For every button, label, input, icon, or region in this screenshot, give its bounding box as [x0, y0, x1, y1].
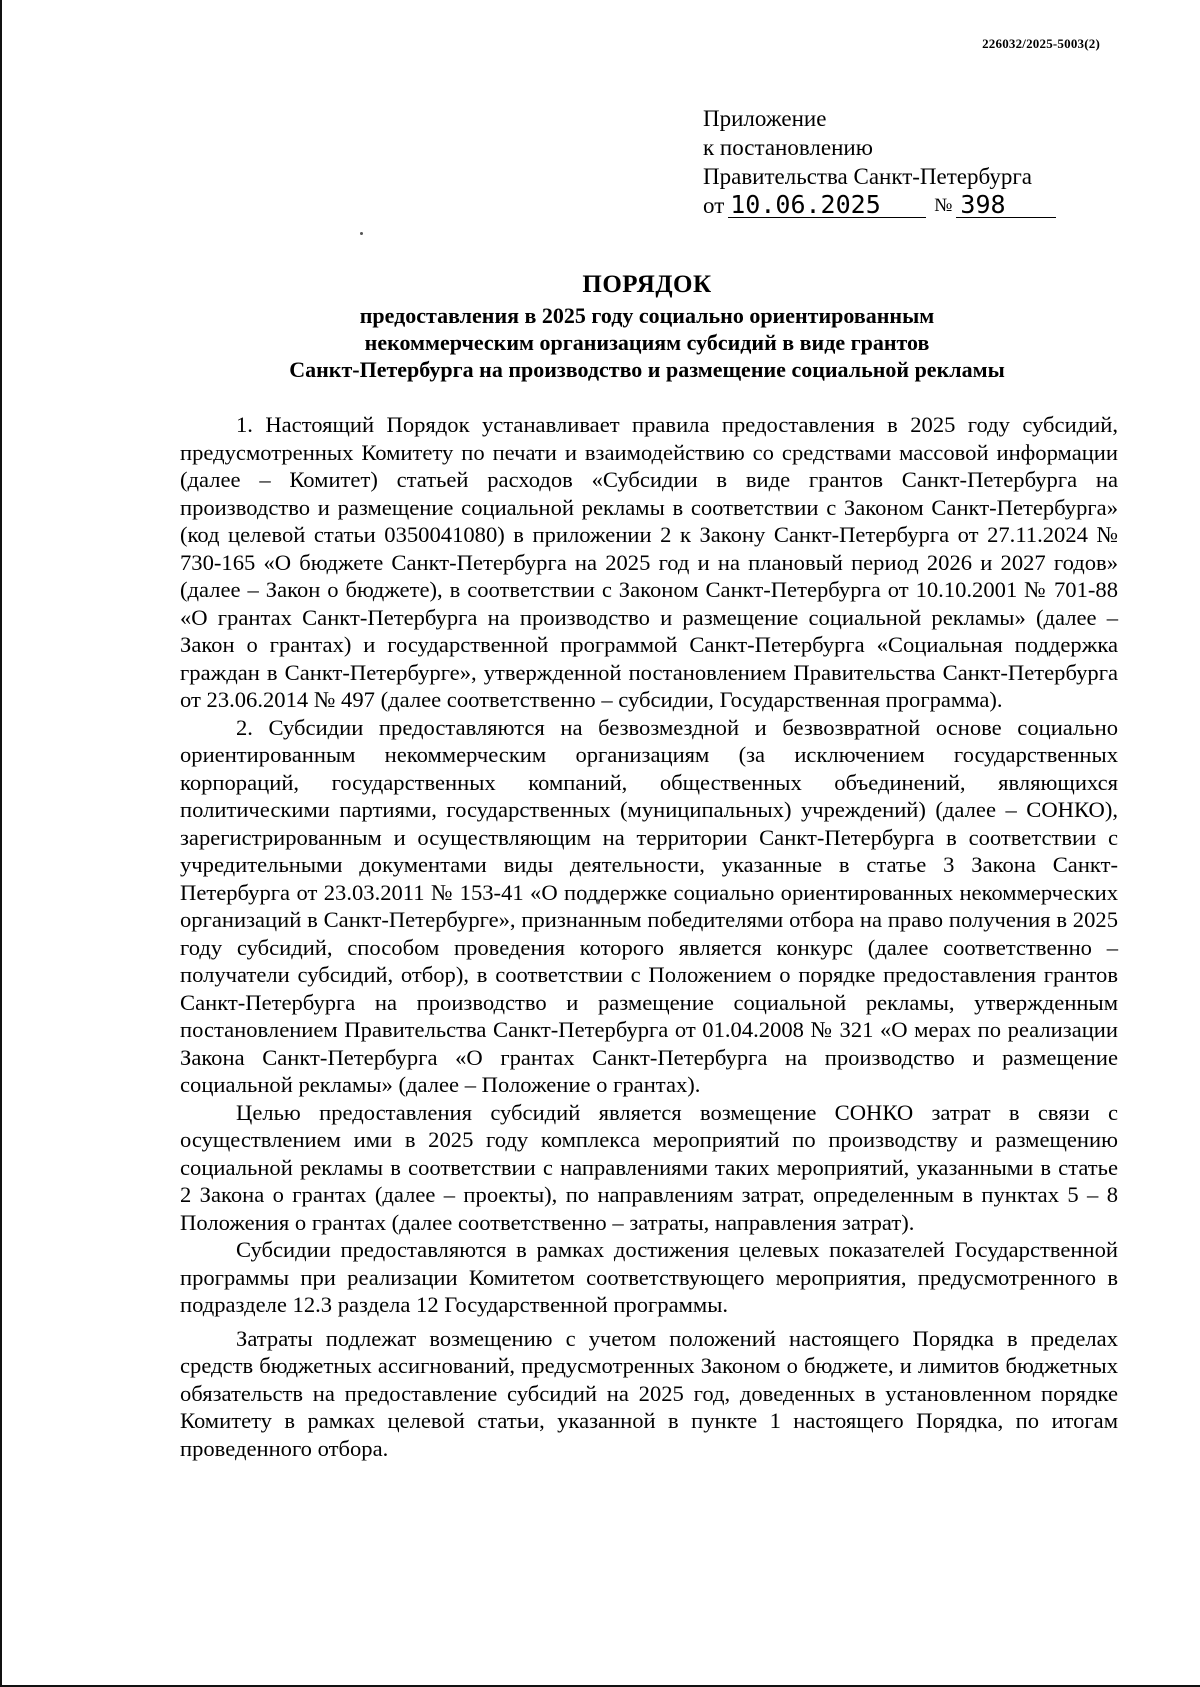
title-line-1: предоставления в 2025 году социально ориентированным — [359, 303, 935, 328]
number-sign-label: № — [934, 195, 953, 216]
resolution-date-line — [703, 191, 1063, 220]
paragraph-2: 2. Субсидии предоставляются на безвозмездной и безвозвратной основе социально ориентированным некоммерческим организациям (за исключением государственных корпораций, государственных компаний, общественных объединений, являющихся политическими партиями, государственных (муниципальных) учреждений) (далее – СОНКО), зарегистрированным и осуществляющим на территории Санкт-Петербурга в соответствии с учредительными документами виды деятельности, указанные в статье 3 Закона Санкт-Петербурга от 23.03.2011 № 153-41 «О поддержке социально ориентированных некоммерческих организаций в Санкт-Петербурге», признанным победителями отбора на право получения в 2025 году субсидий, способом проведения которого является конкурс (далее соответственно – получатели субсидий, отбор), в соответствии с Положением о порядке предоставления грантов Санкт-Петербурга на производство и размещение социальной рекламы, утвержденным постановлением Правительства Санкт-Петербурга от 01.04.2008 № 321 «О мерах по реализации Закона Санкт-Петербурга «О грантах Санкт-Петербурга на производство и размещение социальной рекламы» (далее – Положение о грантах). — [180, 714, 1118, 1097]
appendix-block — [703, 104, 1063, 220]
title-line-3: Санкт-Петербурга на производство и размещение социальной рекламы — [289, 357, 1005, 382]
resolution-date: 10.06.2025 — [728, 193, 926, 218]
resolution-number: 398 — [956, 193, 1056, 218]
paragraph-3: Целью предоставления субсидий является возмещение СОНКО затрат в связи с осуществлением ими в 2025 году комплекса мероприятий по производству и размещению социальной рекламы в соответствии с направлениями таких мероприятий, указанными в статье 2 Закона о грантах (далее – проекты), по направлениям затрат, определенным в пунктах 5 – 8 Положения о грантах (далее соответственно – затраты, направления затрат). — [180, 1099, 1118, 1235]
date-prefix-label: от — [703, 193, 725, 218]
paragraph-4: Субсидии предоставляются в рамках достижения целевых показателей Государственной программы при реализации Комитетом соответствующего мероприятия, предусмотренного в подразделе 12.3 раздела 12 Государственной программы. — [180, 1237, 1118, 1317]
paragraph-1: 1. Настоящий Порядок устанавливает правила предоставления в 2025 году субсидий, предусмотренных Комитету по печати и взаимодействию со средствами массовой информации (далее – Комитет) статьей расходов «Субсидии в виде грантов Санкт-Петербурга на производство и размещение социальной рекламы в соответствии с Законом Санкт-Петербурга» (код целевой статьи 0350041080) в приложении 2 к Закону Санкт-Петербурга от 27.11.2024 № 730-165 «О бюджете Санкт-Петербурга на 2025 год и на плановый период 2026 и 2027 годов» (далее – Закон о бюджете), в соответствии с Законом Санкт-Петербурга от 10.10.2001 № 701-88 «О грантах Санкт-Петербурга на производство и размещение социальной рекламы» (далее – Закон о грантах) и государственной программой Санкт-Петербурга «Социальная поддержка граждан в Санкт-Петербурге», утвержденной постановлением Правительства Санкт-Петербурга от 23.06.2014 № 497 (далее соответственно – субсидии, Государственная программа). — [180, 412, 1118, 712]
appendix-line-3: Правительства Санкт-Петербурга — [703, 164, 1032, 189]
scan-speck — [360, 232, 363, 235]
title-line-2: некоммерческим организациям субсидий в виде грантов — [364, 330, 930, 355]
appendix-line-2: к постановлению — [703, 135, 873, 160]
document-body — [180, 411, 1118, 1462]
title-main: ПОРЯДОК — [582, 271, 712, 298]
document-title — [152, 268, 1142, 383]
appendix-line-1: Приложение — [703, 106, 827, 131]
paragraph-5: Затраты подлежат возмещению с учетом положений настоящего Порядка в пределах средств бюджетных ассигнований, предусмотренных Законом о бюджете, и лимитов бюджетных обязательств на предоставление субсидий на 2025 год, доведенных в установленном порядке Комитету в рамках целевой статьи, указанной в пункте 1 настоящего Порядка, по итогам проведенного отбора. — [180, 1325, 1118, 1461]
document-registration-number: 226032/2025-5003(2) — [982, 36, 1100, 51]
